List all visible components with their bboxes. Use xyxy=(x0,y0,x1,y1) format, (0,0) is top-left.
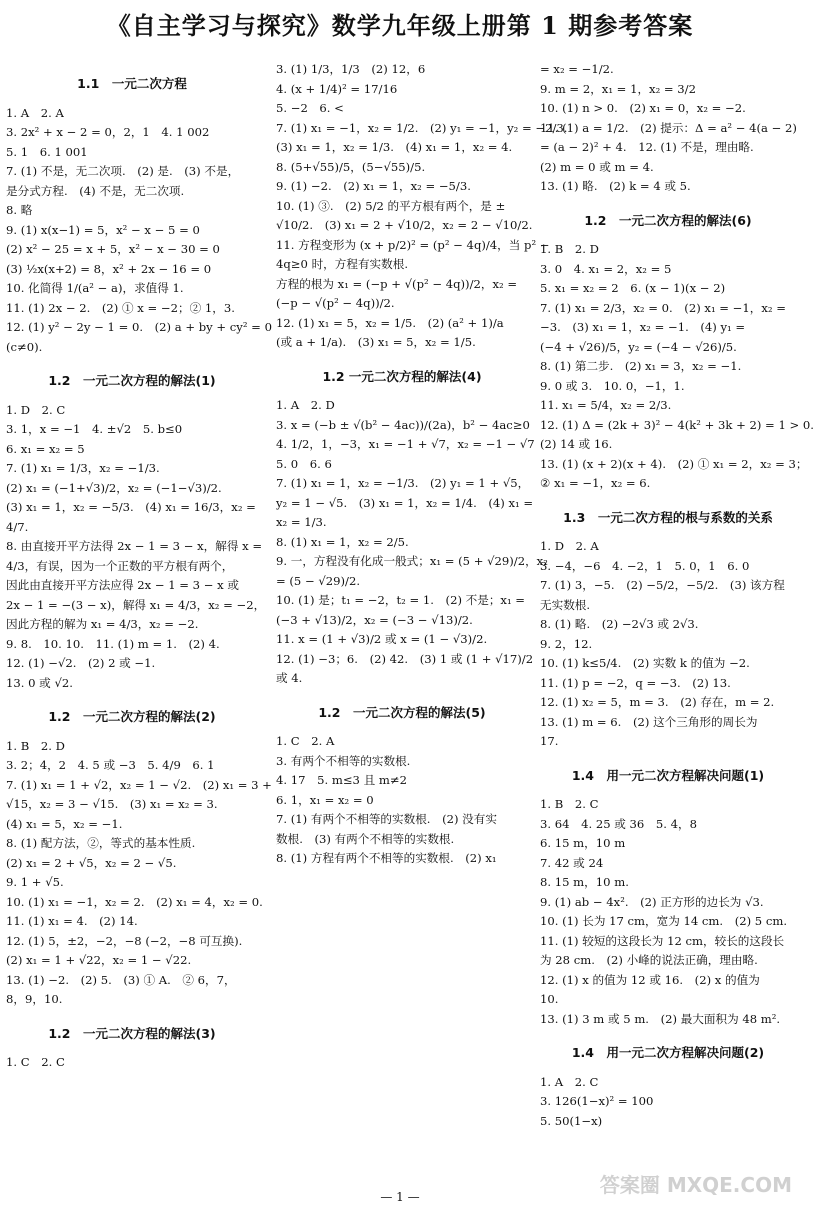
answer-line: 12. (1) −3；6. (2) 42. (3) 1 或 (1 + √17)/2 xyxy=(276,651,534,666)
answer-line: −3. (3) x₁ = 1，x₂ = −1. (4) y₁ = xyxy=(540,320,746,334)
answer-line: 7. (1) x₁ = 1 + √2，x₂ = 1 − √2. (2) x₁ = 3 + xyxy=(6,777,272,792)
answer-line: (2) 14 或 16. xyxy=(540,437,613,451)
answer-line: 是分式方程. (4) 不是，无二次项. xyxy=(6,183,185,198)
answer-line: 13. 0 或 √2. xyxy=(6,675,73,690)
answer-line: 8. (1) 略. (2) −2√3 或 2√3. xyxy=(540,617,699,631)
answer-line: (2) x² − 25 = x + 5，x² − x − 30 = 0 xyxy=(6,242,220,256)
answer-line: √15，x₂ = 3 − √15. (3) x₁ = x₂ = 3. xyxy=(6,797,218,811)
page-title: 《自主学习与探究》数学九年级上册第 1 期参考答案 xyxy=(106,11,694,40)
watermark: 答案圈 MXQE.COM xyxy=(599,1173,792,1197)
answer-line: 数根. (3) 有两个不相等的实数根. xyxy=(276,831,455,846)
answer-line: 3. 126(1−x)² = 100 xyxy=(540,1094,654,1108)
answer-line: 9. (1) x(x−1) = 5，x² − x − 5 = 0 xyxy=(6,222,200,237)
answer-line: 8. (1) 方程有两个不相等的实数根. (2) x₁ xyxy=(276,851,497,865)
answer-line: 3. x = (−b ± √(b² − 4ac))/(2a)，b² − 4ac≥0 xyxy=(276,417,530,432)
answer-line: 12. (1) Δ = (2k + 3)² − 4(k² + 3k + 2) = 1 > 0. xyxy=(540,417,814,432)
answer-line: 12. (1) x₂ = 5，m = 3. (2) 存在，m = 2. xyxy=(540,695,775,709)
answer-line: 3. (1) 1/3，1/3 (2) 12，6 xyxy=(276,62,426,76)
answer-line: 7. (1) 3，−5. (2) −5/2，−5/2. (3) 该方程 xyxy=(540,578,785,592)
section-heading: 1.3 一元二次方程的根与系数的关系 xyxy=(563,509,773,525)
answer-line: 8. (1) 配方法，②，等式的基本性质. xyxy=(6,836,196,850)
answer-line: 5. x₁ = x₂ = 2 6. (x − 1)(x − 2) xyxy=(540,281,726,295)
answer-line: 3. 0 4. x₁ = 2，x₂ = 5 xyxy=(540,261,672,276)
answer-line: 3. 1，x = −1 4. ±√2 5. b≤0 xyxy=(6,422,183,436)
answer-line: 1. A 2. C xyxy=(540,1074,599,1089)
answer-line: 或 4. xyxy=(276,671,303,685)
answer-line: 9. (1) ab − 4x². (2) 正方形的边长为 √3. xyxy=(540,894,764,909)
answer-line: 10. (1) k≤5/4. (2) 实数 k 的值为 −2. xyxy=(540,656,750,670)
answer-line: 5. 50(1−x) xyxy=(540,1113,603,1128)
answer-line: (4) x₁ = 5，x₂ = −1. xyxy=(6,816,123,831)
answer-line: 3. 64 4. 25 或 36 5. 4，8 xyxy=(540,816,697,831)
answer-line: 因此由直接开平方法应得 2x − 1 = 3 − x 或 xyxy=(6,578,239,592)
answer-line: 7. 42 或 24 xyxy=(540,855,604,870)
answer-line: (−4 + √26)/5，y₂ = (−4 − √26)/5. xyxy=(540,339,737,354)
answer-column-3 xyxy=(540,60,814,1131)
answer-line: 12. (1) x₁ = 5，x₂ = 1/5. (2) (a² + 1)/a xyxy=(276,315,504,330)
answer-line: 7. (1) x₁ = −1，x₂ = 1/2. (2) y₁ = −1，y₂ = −2/3. xyxy=(276,120,568,135)
section-heading: 1.2 一元二次方程的解法(1) xyxy=(48,373,216,388)
answer-line: 8. (5+√55)/5，(5−√55)/5. xyxy=(276,159,426,174)
answer-line: 6. 1，x₁ = x₂ = 0 xyxy=(276,792,374,807)
answer-line: 因此方程的解为 x₁ = 4/3，x₂ = −2. xyxy=(6,617,199,631)
section-heading: 1.2 一元二次方程的解法(3) xyxy=(48,1025,216,1041)
page-number: — 1 — xyxy=(380,1190,420,1204)
answer-line: 4. (x + 1/4)² = 17/16 xyxy=(276,81,398,96)
answer-line: 8，9，10. xyxy=(6,992,63,1006)
answer-line: (2) x₁ = 1 + √22，x₂ = 1 − √22. xyxy=(6,953,192,967)
section-heading: 1.2 一元二次方程的解法(2) xyxy=(48,709,216,724)
answer-line: = (5 − √29)/2. xyxy=(276,573,361,588)
answer-column-1 xyxy=(6,60,272,1073)
answer-line: 1. B 2. D xyxy=(540,242,599,256)
answer-line: 11. (1) p = −2，q = −3. (2) 13. xyxy=(540,675,731,690)
section-heading: 1.2 一元二次方程的解法(5) xyxy=(318,704,486,720)
answer-line: 为 28 cm. (2) 小峰的说法正确，理由略. xyxy=(540,953,758,967)
answer-line: 9. 2，12. xyxy=(540,636,593,651)
answer-line: 3. 有两个不相等的实数根. xyxy=(276,753,411,768)
answer-line: 1. A 2. D xyxy=(276,398,335,412)
section-heading: 1.2 一元二次方程的解法(4) xyxy=(322,368,482,384)
answer-line: 9. 一，方程没有化成一般式；x₁ = (5 + √29)/2，x₂ xyxy=(276,554,548,568)
answer-line: 1. B 2. C xyxy=(540,797,599,811)
answer-line: 1. D 2. A xyxy=(540,539,599,553)
answer-line: 8. 略 xyxy=(6,203,33,217)
answer-line: 4q≥0 时，方程有实数根. xyxy=(276,257,409,271)
answer-line: 4/7. xyxy=(6,519,29,534)
answer-line: 5. 1 6. 1 001 xyxy=(6,144,88,159)
answer-line: = (a − 2)² + 4. 12. (1) 不是，理由略. xyxy=(540,140,754,154)
answer-line: 7. (1) x₁ = 1/3，x₂ = −1/3. xyxy=(6,461,160,475)
answer-line: 1. B 2. D xyxy=(6,738,65,753)
answer-line: 10. 化简得 1/(a² − a)，求值得 1. xyxy=(6,281,184,295)
answer-line: 10. (1) 是；t₁ = −2，t₂ = 1. (2) 不是；x₁ = xyxy=(276,593,526,607)
answer-line: 7. (1) 不是，无二次项. (2) 是. (3) 不是， xyxy=(6,164,240,178)
answer-line: 10. (1) 长为 17 cm，宽为 14 cm. (2) 5 cm. xyxy=(540,914,788,928)
answer-line: 5. 0 6. 6 xyxy=(276,456,332,471)
answer-line: 13. (1) −2. (2) 5. (3) ① A. ② 6，7， xyxy=(6,972,236,987)
answer-line: (3) x₁ = 1，x₂ = 1/3. (4) x₁ = 1，x₂ = 4. xyxy=(276,140,513,154)
answer-line: 6. x₁ = x₂ = 5 xyxy=(6,441,85,456)
answer-line: 方程的根为 x₁ = (−p + √(p² − 4q))/2，x₂ = xyxy=(276,276,518,291)
answer-line: 12. (1) x 的值为 12 或 16. (2) x 的值为 xyxy=(540,972,760,987)
answer-line: 17. xyxy=(540,734,559,748)
answer-line: 8. (1) x₁ = 1，x₂ = 2/5. xyxy=(276,534,409,549)
answer-line: 2x − 1 = −(3 − x)，解得 x₁ = 4/3，x₂ = −2， xyxy=(6,597,266,612)
answer-line: ② x₁ = −1，x₂ = 6. xyxy=(540,476,651,490)
answer-line: 11. (1) x₁ = 4. (2) 14. xyxy=(6,914,138,928)
answer-line: 11. (1) 较短的这段长为 12 cm，较长的这段长 xyxy=(540,933,785,948)
answer-line: 4. 1/2，1，−3，x₁ = −1 + √7，x₂ = −1 − √7 xyxy=(276,437,535,451)
answer-line: 9. 1 + √5. xyxy=(6,875,64,889)
answer-line: (−3 + √13)/2，x₂ = (−3 − √13)/2. xyxy=(276,612,473,627)
answer-line: (2) m = 0 或 m = 4. xyxy=(540,159,654,174)
answer-line: 9. (1) −2. (2) x₁ = 1，x₂ = −5/3. xyxy=(276,179,471,193)
answer-line: 9. 8. 10. 10. 11. (1) m = 1. (2) 4. xyxy=(6,636,220,651)
answer-line: (3) ½x(x+2) = 8，x² + 2x − 16 = 0 xyxy=(6,261,212,276)
answer-line: (或 a + 1/a). (3) x₁ = 5，x₂ = 1/5. xyxy=(276,335,476,349)
answer-line: 4. 17 5. m≤3 且 m≠2 xyxy=(276,773,407,787)
answer-line: 13. (1) (x + 2)(x + 4). (2) ① x₁ = 2，x₂ = 3； xyxy=(540,456,808,471)
answer-line: 8. 由直接开平方法得 2x − 1 = 3 − x，解得 x = xyxy=(6,539,263,553)
answer-line: x₂ = 1/3. xyxy=(276,515,327,529)
answer-line: 3. −4，−6 4. −2，1 5. 0，1 6. 0 xyxy=(540,558,750,573)
answer-line: 7. (1) x₁ = 1，x₂ = −1/3. (2) y₁ = 1 + √5， xyxy=(276,476,530,490)
answer-line: y₂ = 1 − √5. (3) x₁ = 1，x₂ = 1/4. (4) x₁ = xyxy=(276,495,534,510)
answer-line: 3. 2x² + x − 2 = 0，2，1 4. 1 002 xyxy=(6,125,210,139)
answer-line: 无实数根. xyxy=(540,597,591,612)
answer-line: 10. (1) ③. (2) 5/2 的平方根有两个，是 ± xyxy=(276,198,506,213)
answer-line: 13. (1) 略. (2) k = 4 或 5. xyxy=(540,179,691,193)
answer-line: (3) x₁ = 1，x₂ = −5/3. (4) x₁ = 16/3，x₂ = xyxy=(6,500,256,514)
answer-line: 10. xyxy=(540,992,559,1006)
answer-line: 11. x = (1 + √3)/2 或 x = (1 − √3)/2. xyxy=(276,632,488,646)
answer-line: 11. x₁ = 5/4，x₂ = 2/3. xyxy=(540,398,672,412)
answer-line: 12. (1) −√2. (2) 2 或 −1. xyxy=(6,656,156,670)
answer-line: 4/3，有误，因为一个正数的平方根有两个， xyxy=(6,558,234,573)
answer-line: √10/2. (3) x₁ = 2 + √10/2，x₂ = 2 − √10/2. xyxy=(276,218,533,232)
answer-line: 1. A 2. A xyxy=(6,105,64,120)
section-heading: 1.1 一元二次方程 xyxy=(77,76,187,91)
answer-line: (c≠0). xyxy=(6,339,43,354)
section-heading: 1.4 用一元二次方程解决问题(1) xyxy=(571,767,765,783)
section-heading: 1.2 一元二次方程的解法(6) xyxy=(584,212,752,228)
answer-line: 12. (1) 5，±2，−2，−8 (−2，−8 可互换). xyxy=(6,933,243,948)
answer-line: 13. (1) m = 6. (2) 这个三角形的周长为 xyxy=(540,714,758,729)
answer-line: 12. (1) y² − 2y − 1 = 0. (2) a + by + cy² = 0 xyxy=(6,320,272,334)
answer-line: 6. 15 m，10 m xyxy=(540,836,626,850)
answer-line: 11. (1) a = 1/2. (2) 提示：Δ = a² − 4(a − 2) xyxy=(540,120,797,135)
answer-line: 13. (1) 3 m 或 5 m. (2) 最大面积为 48 m². xyxy=(540,1011,781,1026)
answer-line: 8. 15 m，10 m. xyxy=(540,875,629,889)
answer-line: (2) x₁ = 2 + √5，x₂ = 2 − √5. xyxy=(6,855,177,870)
answer-line: 7. (1) x₁ = 2/3，x₂ = 0. (2) x₁ = −1，x₂ = xyxy=(540,300,786,315)
answer-line: 1. D 2. C xyxy=(6,402,66,417)
answer-line: 9. 0 或 3. 10. 0，−1，1. xyxy=(540,378,685,393)
answer-line: 8. (1) 第二步. (2) x₁ = 3，x₂ = −1. xyxy=(540,359,742,373)
answer-line: 10. (1) x₁ = −1，x₂ = 2. (2) x₁ = 4，x₂ = 0. xyxy=(6,894,263,909)
answer-line: 1. C 2. C xyxy=(6,1055,65,1069)
answer-line: 10. (1) n > 0. (2) x₁ = 0，x₂ = −2. xyxy=(540,101,746,115)
answer-line: (−p − √(p² − 4q))/2. xyxy=(276,296,395,310)
answer-line: 9. m = 2，x₁ = 1，x₂ = 3/2 xyxy=(540,81,696,96)
answer-line: 3. 2；4，2 4. 5 或 −3 5. 4/9 6. 1 xyxy=(6,758,215,772)
answer-line: 1. C 2. A xyxy=(276,734,335,748)
answer-line: = x₂ = −1/2. xyxy=(540,62,614,76)
answer-line: 7. (1) 有两个不相等的实数根. (2) 没有实 xyxy=(276,812,497,826)
answer-line: 11. (1) 2x − 2. (2) ① x = −2；② 1，3. xyxy=(6,300,235,315)
answer-line: 5. −2 6. < xyxy=(276,101,344,115)
answer-line: 11. 方程变形为 (x + p/2)² = (p² − 4q)/4，当 p² − xyxy=(276,237,550,252)
section-heading: 1.4 用一元二次方程解决问题(2) xyxy=(571,1045,765,1060)
answer-line: (2) x₁ = (−1+√3)/2，x₂ = (−1−√3)/2. xyxy=(6,480,222,495)
